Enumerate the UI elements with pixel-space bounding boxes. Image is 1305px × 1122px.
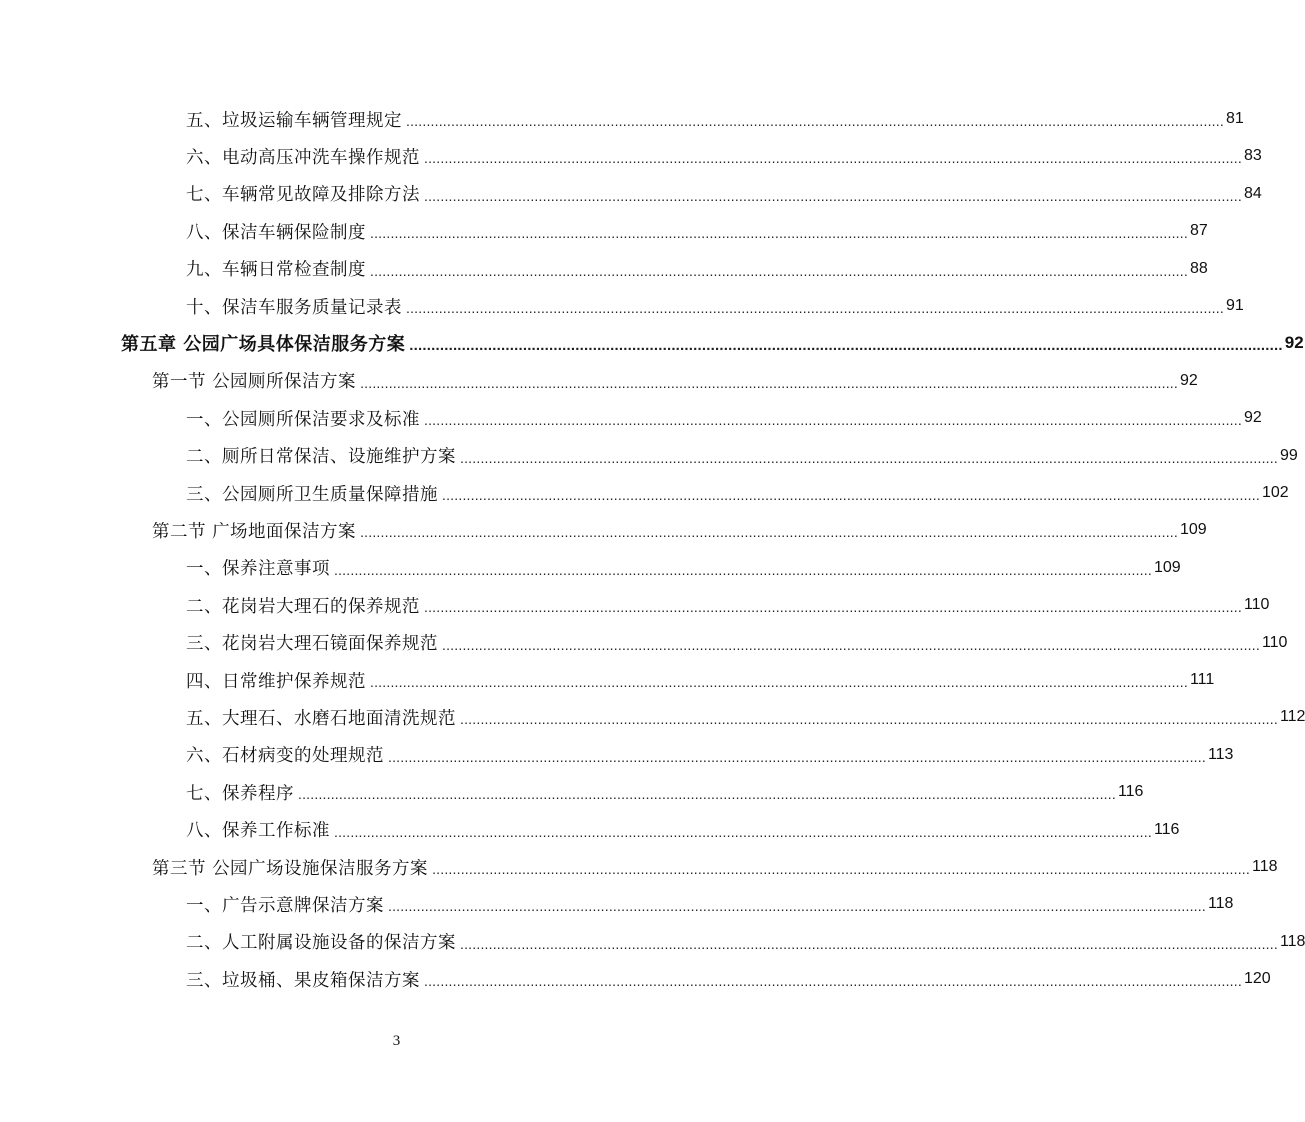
toc-entry-title: 八、保养工作标准	[186, 821, 330, 842]
toc-entry-page: 99	[1279, 446, 1298, 464]
toc-entry-title: 七、车辆常见故障及排除方法	[186, 185, 420, 206]
toc-entry-title: 五、大理石、水磨石地面清洗规范	[186, 708, 456, 729]
toc-entry-page: 118	[1207, 895, 1234, 913]
toc-entry-title: 六、石材病变的处理规范	[186, 746, 384, 767]
toc-entry-title: 第五章 公园广场具体保洁服务方案	[121, 334, 406, 356]
toc-leader-dots: ........................................................................................................................................................................................................	[424, 150, 1242, 167]
toc-entry-page: 118	[1279, 932, 1305, 950]
page-number: 3	[392, 1033, 401, 1049]
toc-entry-page: 102	[1261, 484, 1289, 501]
toc-leader-dots: ........................................................................................................................................................................................................	[432, 861, 1250, 877]
toc-entry-page: 118	[1252, 858, 1278, 875]
toc-leader-dots: ........................................................................................................................................................................................................	[424, 187, 1242, 204]
toc-section-entry[interactable]	[152, 852, 1278, 882]
toc-entry[interactable]	[186, 740, 1234, 770]
toc-leader-dots: ........................................................................................................................................................................................................	[424, 412, 1242, 429]
toc-entry-title: 二、厕所日常保洁、设施维护方案	[186, 447, 456, 468]
toc-entry-page: 87	[1189, 222, 1208, 240]
toc-leader-dots: ........................................................................................................................................................................................................	[460, 449, 1278, 466]
toc-leader-dots: ........................................................................................................................................................................................................	[298, 786, 1116, 803]
toc-entry-page: 92	[1180, 371, 1198, 389]
toc-leader-dots: ........................................................................................................................................................................................................	[334, 823, 1152, 840]
toc-entry[interactable]	[186, 141, 1262, 171]
toc-entry[interactable]	[186, 815, 1180, 845]
toc-entry-title: 一、保养注意事项	[186, 559, 330, 580]
toc-entry-title: 二、人工附属设施设备的保洁方案	[186, 933, 456, 954]
toc-entry[interactable]	[186, 104, 1244, 134]
toc-entry-page: 116	[1117, 783, 1144, 801]
toc-entry[interactable]	[186, 254, 1208, 284]
toc-leader-dots: ........................................................................................................................................................................................................	[370, 674, 1188, 690]
toc-entry-title: 第二节 广场地面保洁方案	[152, 521, 357, 542]
toc-entry-title: 六、电动高压冲洗车操作规范	[186, 147, 420, 168]
toc-leader-dots: ........................................................................................................................................................................................................	[370, 262, 1188, 279]
toc-leader-dots: ........................................................................................................................................................................................................	[370, 225, 1188, 242]
toc-leader-dots: ........................................................................................................................................................................................................	[360, 374, 1178, 391]
toc-entry-title: 五、垃圾运输车辆管理规定	[186, 110, 402, 131]
toc-entry-page: 91	[1225, 297, 1244, 314]
toc-leader-dots: ........................................................................................................................................................................................................	[442, 636, 1260, 653]
toc-entry-page: 110	[1261, 633, 1288, 651]
toc-entry[interactable]	[186, 403, 1262, 433]
toc-entry-page: 92	[1243, 409, 1262, 427]
toc-entry-title: 三、公园厕所卫生质量保障措施	[186, 484, 438, 505]
toc-leader-dots: ........................................................................................................................................................................................................	[460, 935, 1278, 952]
toc-leader-dots: ........................................................................................................................................................................................................	[424, 973, 1242, 990]
toc-entry[interactable]	[186, 927, 1305, 957]
toc-entry[interactable]	[186, 478, 1289, 508]
toc-entry-page: 88	[1189, 259, 1208, 277]
toc-entry[interactable]	[186, 590, 1270, 620]
toc-entry-page: 110	[1243, 596, 1270, 614]
toc-entry[interactable]	[186, 665, 1215, 695]
toc-entry-title: 十、保洁车服务质量记录表	[186, 297, 402, 318]
toc-entry[interactable]	[186, 441, 1298, 471]
toc-section-entry[interactable]	[152, 366, 1198, 396]
toc-leader-dots: ........................................................................................................................................................................................................	[460, 711, 1278, 728]
toc-entry[interactable]	[186, 628, 1288, 658]
toc-chapter-entry[interactable]	[121, 328, 1304, 358]
toc-leader-dots: ........................................................................................................................................................................................................	[442, 487, 1260, 503]
toc-leader-dots: ........................................................................................................................................................................................................	[406, 113, 1224, 129]
toc-entry-page: 120	[1243, 970, 1271, 988]
toc-entry-page: 92	[1284, 333, 1304, 353]
toc-entry-title: 四、日常维护保养规范	[186, 671, 366, 692]
toc-entry[interactable]	[186, 179, 1262, 209]
toc-entry[interactable]	[186, 553, 1181, 583]
toc-entry-page: 112	[1279, 708, 1305, 726]
toc-entry-page: 109	[1180, 521, 1207, 539]
toc-entry-title: 一、广告示意牌保洁方案	[186, 895, 384, 916]
toc-entry-title: 三、花岗岩大理石镜面保养规范	[186, 634, 438, 655]
toc-entry-page: 109	[1153, 558, 1181, 576]
toc-leader-dots: ........................................................................................................................................................................................................	[388, 898, 1206, 915]
toc-entry-title: 七、保养程序	[186, 783, 294, 804]
toc-entry-page: 81	[1225, 110, 1244, 127]
toc-entry-page: 116	[1153, 820, 1180, 838]
toc-entry-page: 84	[1243, 184, 1262, 202]
toc-leader-dots: ........................................................................................................................................................................................................	[409, 336, 1283, 354]
toc-entry-title: 二、花岗岩大理石的保养规范	[186, 596, 420, 617]
toc-entry[interactable]	[186, 291, 1244, 321]
toc-entry-page: 83	[1243, 147, 1262, 165]
toc-entry[interactable]	[186, 964, 1271, 994]
toc-entry-page: 113	[1207, 745, 1234, 763]
toc-entry[interactable]	[186, 889, 1234, 919]
toc-entry[interactable]	[186, 702, 1305, 732]
toc-entry-page: 111	[1189, 671, 1215, 688]
toc-leader-dots: ........................................................................................................................................................................................................	[388, 748, 1206, 765]
toc-section-entry[interactable]	[152, 515, 1207, 545]
toc-leader-dots: ........................................................................................................................................................................................................	[360, 524, 1178, 541]
toc-entry[interactable]	[186, 216, 1208, 246]
toc-entry-title: 八、保洁车辆保险制度	[186, 222, 366, 243]
toc-entry-title: 一、公园厕所保洁要求及标准	[186, 409, 420, 430]
toc-leader-dots: ........................................................................................................................................................................................................	[406, 300, 1224, 316]
toc-entry-title: 九、车辆日常检查制度	[186, 260, 366, 281]
toc-leader-dots: ........................................................................................................................................................................................................	[424, 599, 1242, 616]
toc-entry[interactable]	[186, 777, 1144, 807]
toc-entry-title: 三、垃圾桶、果皮箱保洁方案	[186, 970, 420, 991]
toc-leader-dots: ........................................................................................................................................................................................................	[334, 561, 1152, 578]
toc-entry-title: 第三节 公园广场设施保洁服务方案	[152, 858, 429, 879]
toc-entry-title: 第一节 公园厕所保洁方案	[152, 372, 357, 393]
